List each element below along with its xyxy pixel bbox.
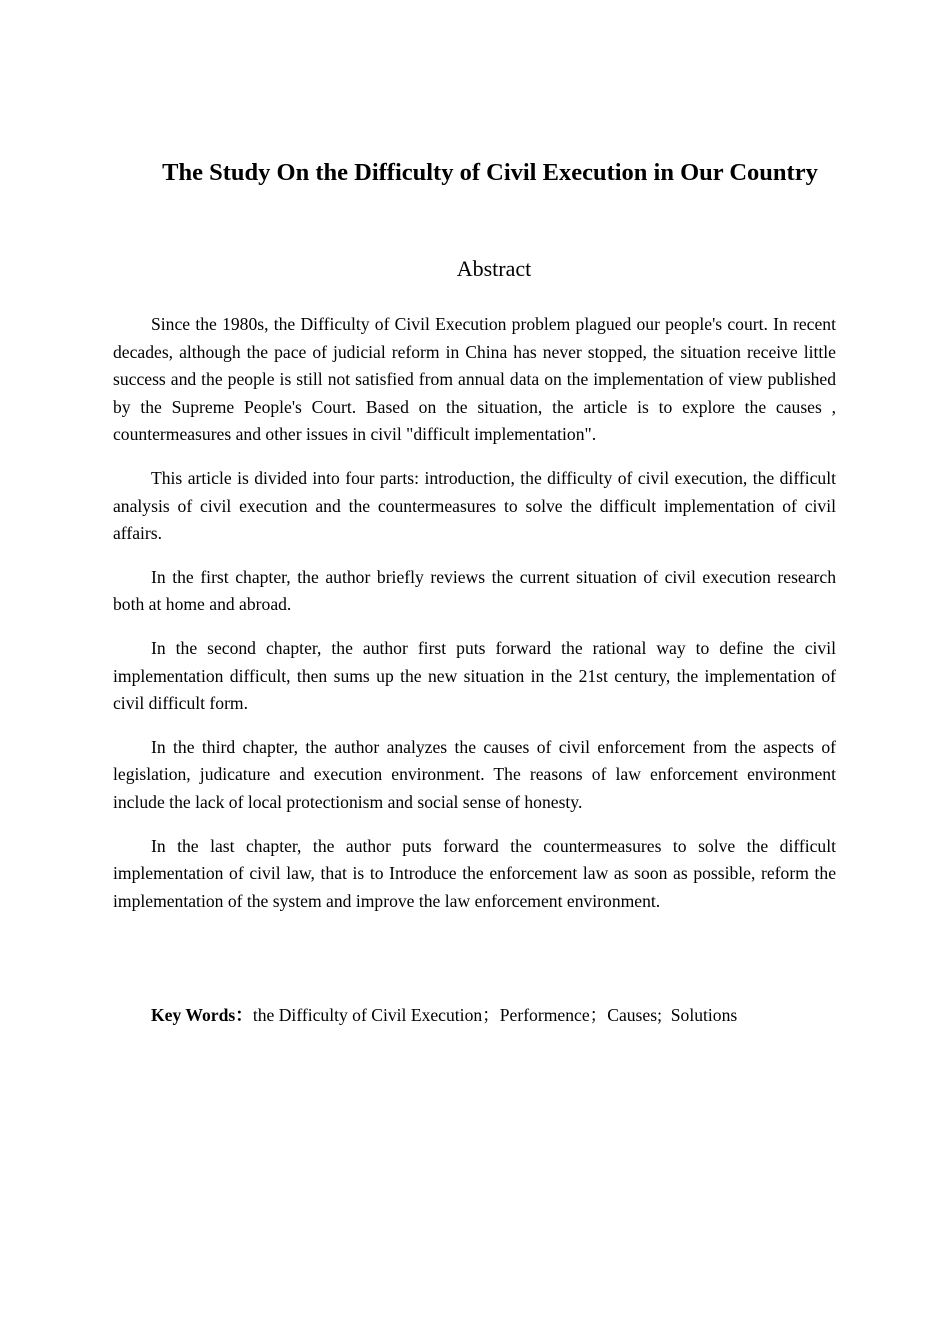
abstract-paragraph-3: In the first chapter, the author briefly reviews the current situation of civil execution research both at home and abroad.: [113, 566, 836, 615]
abstract-paragraph-5: In the third chapter, the author analyzes the causes of civil enforcement from the aspects of legislation, judicature and execution environment. The reasons of law enforcement environment include the lack of local protectionism and social sense of honesty.: [113, 736, 836, 812]
keywords-label: Key Words：: [151, 1005, 253, 1025]
abstract-body: [113, 311, 836, 931]
keywords-text: the Difficulty of Civil Execution；Performence；Causes; Solutions: [252, 1005, 738, 1025]
abstract-paragraph-1: Since the 1980s, the Difficulty of Civil Execution problem plagued our people's court. In recent decades, although the pace of judicial reform in China has never stopped, the situation receive little success and the people is still not satisfied from annual data on the implementation of view published by the Supreme People's Court. Based on the situation, the article is to explore the causes , countermeasures and other issues in civil "difficult implementation".: [113, 314, 836, 445]
keywords-line: [151, 1002, 737, 1029]
abstract-heading: Abstract: [456, 256, 532, 281]
abstract-paragraph-2: This article is divided into four parts: introduction, the difficulty of civil execution, the difficult analysis of civil execution and the countermeasures to solve the difficult implementation of civil affairs.: [113, 467, 836, 544]
paper-title: The Study On the Difficulty of Civil Execution in Our Country: [162, 159, 818, 186]
abstract-paragraph-4: In the second chapter, the author first puts forward the rational way to define the civil implementation difficult, then sums up the new situation in the 21st century, the implementation of civil difficult form.: [113, 637, 836, 714]
abstract-paragraph-6: In the last chapter, the author puts forward the countermeasures to solve the difficult implementation of civil law, that is to Introduce the enforcement law as soon as possible, reform the implementation of the system and improve the law enforcement environment.: [113, 835, 836, 911]
